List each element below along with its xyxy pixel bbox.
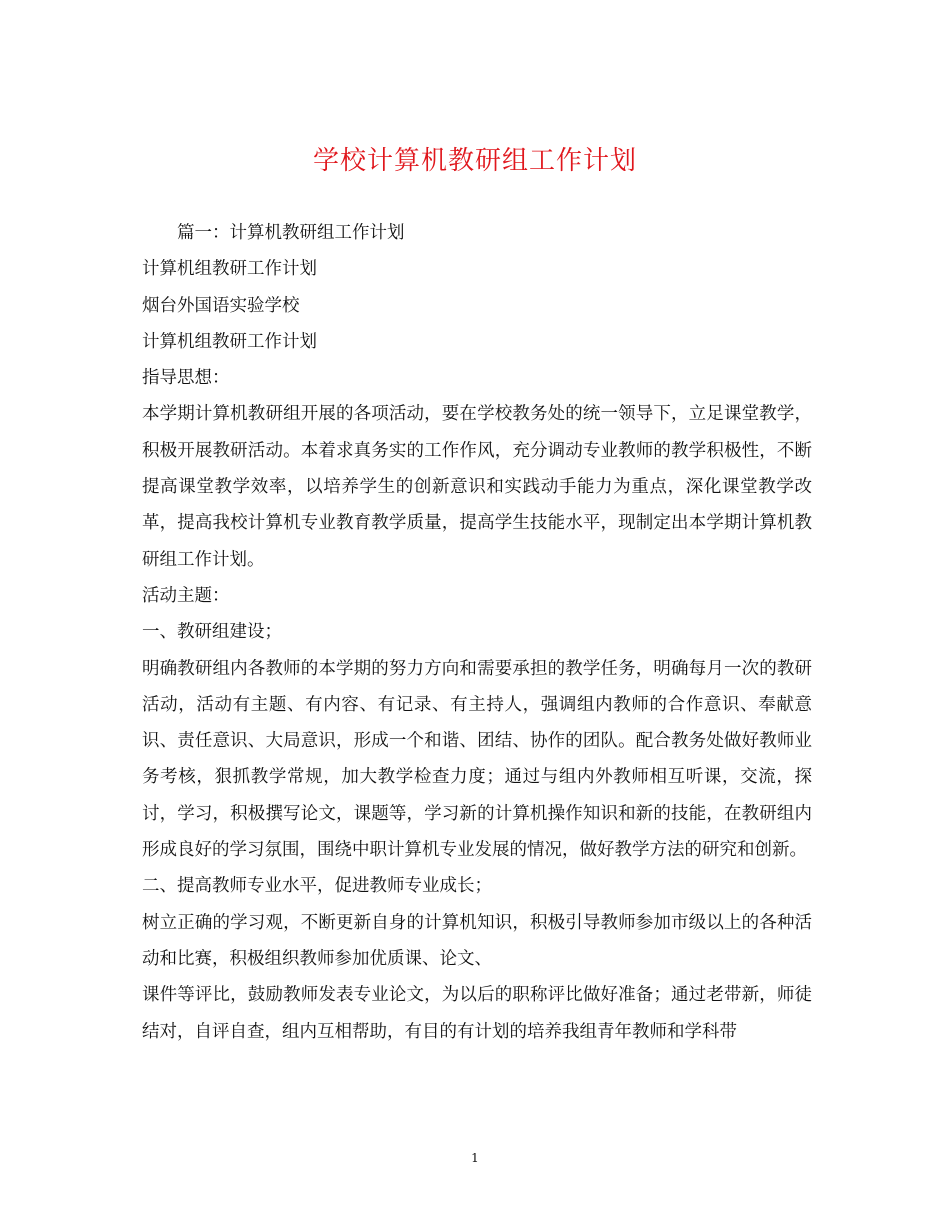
paragraph: 本学期计算机教研组开展的各项活动，要在学校教务处的统一领导下，立足课堂教学，积极开展教研活动。本着求真务实的工作作风，充分调动专业教师的教学积极性，不断提高课堂教学效率，以培养学生的创新意识和实践动手能力为重点，深化课堂教学改革，提高我校计算机专业教育教学质量，提高学生技能水平，现制定出本学期计算机教研组工作计划。	[142, 404, 812, 570]
paragraph: 二、提高教师专业水平，促进教师专业成长；	[142, 876, 492, 897]
paragraph: 树立正确的学习观，不断更新自身的计算机知识，积极引导教师参加市级以上的各种活动和比赛，积极组织教师参加优质课、论文、	[142, 912, 812, 969]
page-number: 1	[471, 1151, 479, 1165]
paragraph: 明确教研组内各教师的本学期的努力方向和需要承担的教学任务，明确每月一次的教研活动，活动有主题、有内容、有记录、有主持人，强调组内教师的合作意识、奉献意识、责任意识、大局意识，形成一个和谐、团结、协作的团队。配合教务处做好教师业务考核，狠抓教学常规，加大教学检查力度；通过与组内外教师相互听课，交流，探讨，学习，积极撰写论文，课题等，学习新的计算机操作知识和新的技能，在教研组内形成良好的学习氛围，围绕中职计算机专业发展的情况，做好教学方法的研究和创新。	[142, 658, 812, 861]
paragraph: 活动主题：	[142, 585, 230, 606]
paragraph: 篇一：计算机教研组工作计划	[177, 223, 405, 243]
paragraph: 计算机组教研工作计划	[142, 259, 317, 280]
document-title: 学校计算机教研组工作计划	[312, 146, 637, 176]
paragraph: 课件等评比，鼓励教师发表专业论文，为以后的职称评比做好准备；通过老带新，师徒结对，自评自查，组内互相帮助，有目的有计划的培养我组青年教师和学科带	[142, 985, 812, 1042]
paragraph: 烟台外国语实验学校	[142, 295, 300, 316]
paragraph: 指导思想：	[142, 368, 230, 389]
paragraph: 一、教研组建设；	[142, 622, 282, 643]
document-body	[142, 215, 812, 1050]
paragraph: 计算机组教研工作计划	[142, 331, 317, 352]
